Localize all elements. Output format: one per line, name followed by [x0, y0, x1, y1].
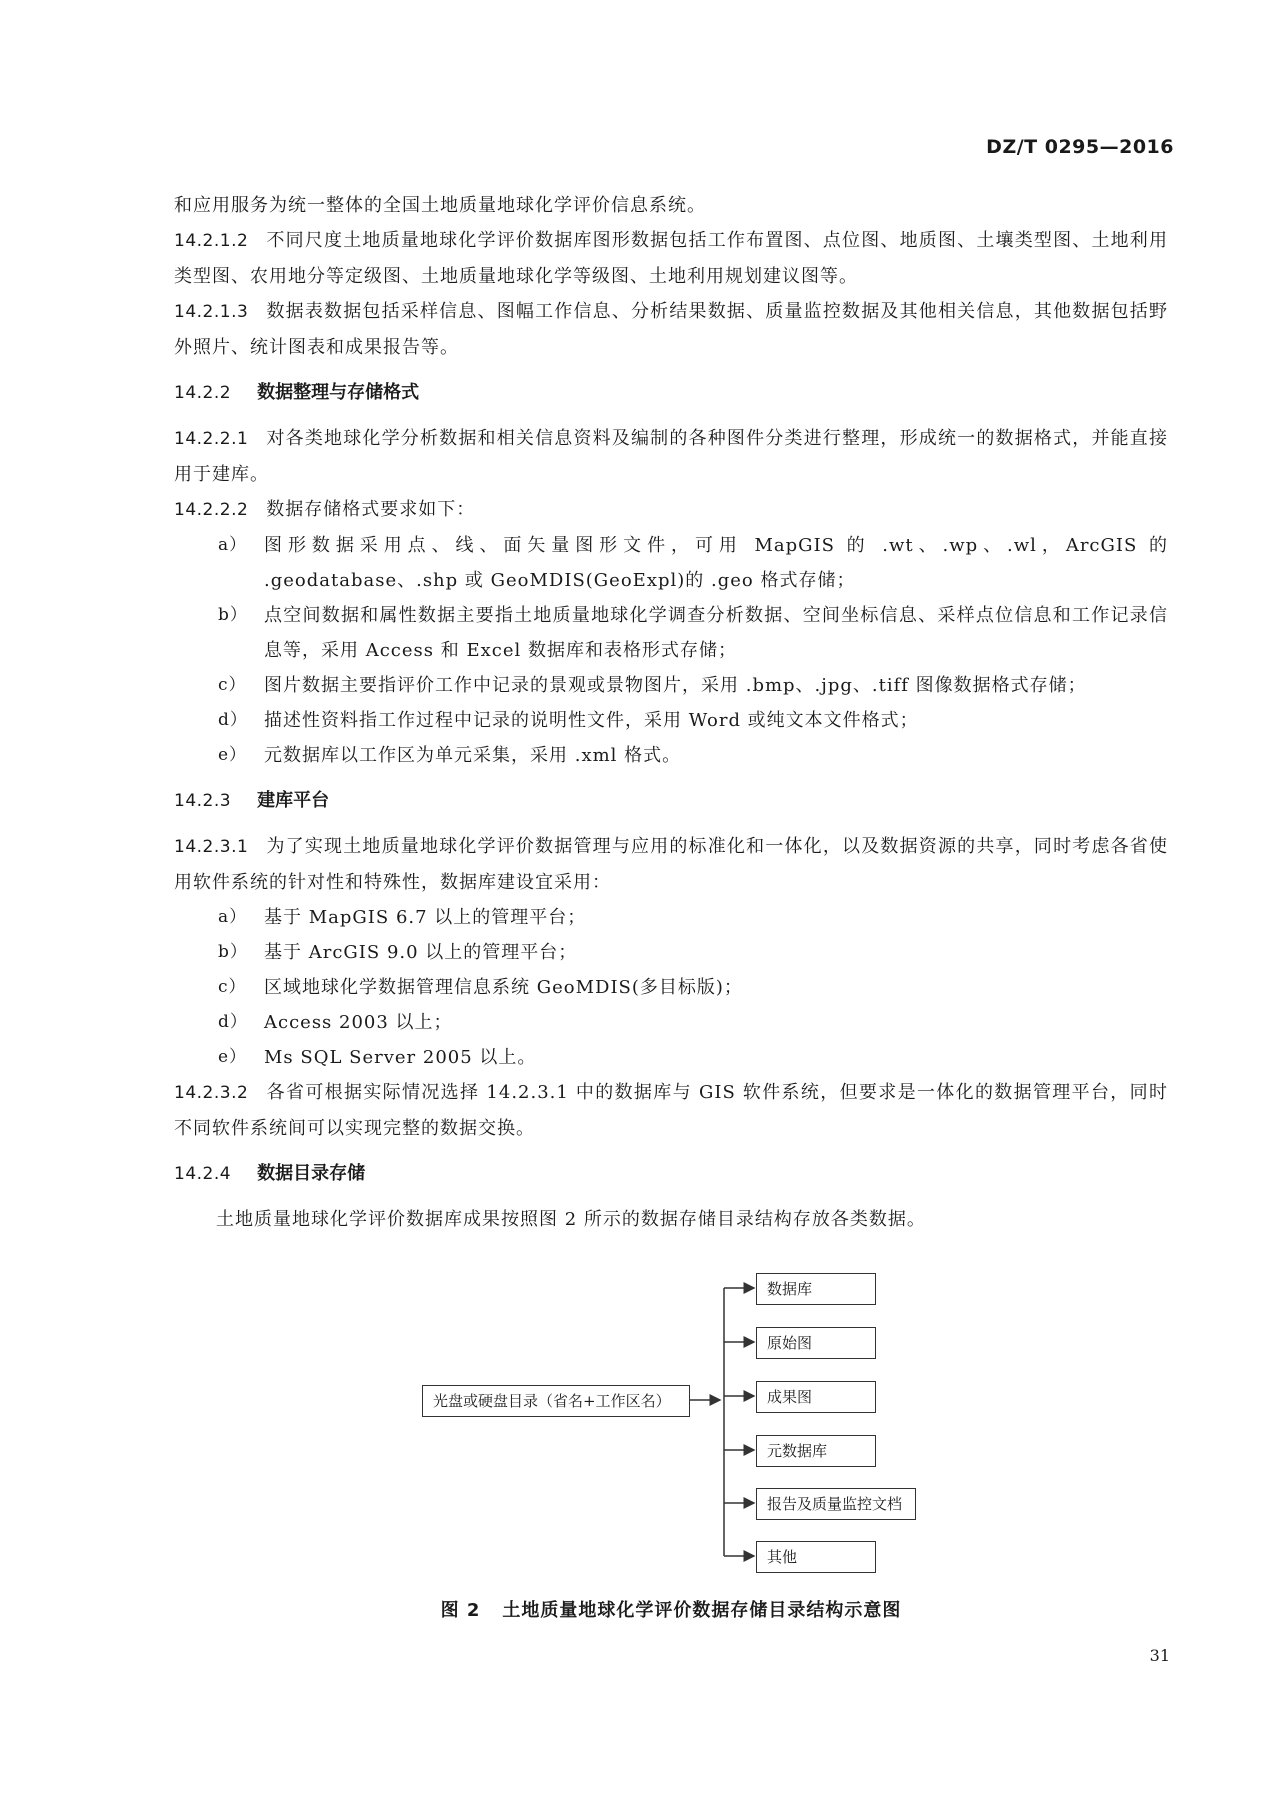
clause-14-2-1-3	[174, 294, 1168, 365]
list-item	[174, 1005, 1168, 1040]
clause-number: 14.2.2.2	[174, 500, 249, 520]
clause-text: 不同尺度土地质量地球化学评价数据库图形数据包括工作布置图、点位图、地质图、土壤类型图、土地利用类型图、农用地分等定级图、土地质量地球化学等级图、土地利用规划建议图等。	[174, 230, 1168, 287]
list-marker: b）	[218, 942, 248, 962]
list-item	[174, 935, 1168, 970]
clause-14-2-2-1	[174, 421, 1168, 492]
list-text: 图片数据主要指评价工作中记录的景观或景物图片，采用 .bmp、.jpg、.tiff 图像数据格式存储；	[264, 675, 1087, 696]
clause-14-2-3-1	[174, 829, 1168, 900]
list-text: 区域地球化学数据管理信息系统 GeoMDIS(多目标版)；	[264, 977, 743, 998]
list-item	[174, 970, 1168, 1005]
figure-title: 土地质量地球化学评价数据存储目录结构示意图	[502, 1600, 902, 1621]
clause-14-2-3-2	[174, 1075, 1168, 1146]
list-item	[174, 1040, 1168, 1075]
list-marker: e）	[218, 1047, 248, 1067]
list-text: 基于 ArcGIS 9.0 以上的管理平台；	[264, 942, 578, 963]
list-text: 基于 MapGIS 6.7 以上的管理平台；	[264, 907, 587, 928]
section-number: 14.2.4	[174, 1164, 232, 1184]
clause-number: 14.2.3.2	[174, 1083, 249, 1103]
list-text: 图形数据采用点、线、面矢量图形文件，可用 MapGIS 的 .wt、.wp、.wl，ArcGIS 的 .geodatabase、.shp 或 GeoMDIS(GeoExpl)的 .geo 格式存储；	[264, 535, 1168, 591]
section-heading-14-2-2	[174, 375, 1168, 411]
clause-text: 对各类地球化学分析数据和相关信息资料及编制的各种图件分类进行整理，形成统一的数据格式，并能直接用于建库。	[174, 428, 1168, 485]
list-item	[174, 703, 1168, 738]
paragraph-continuation: 和应用服务为统一整体的全国土地质量地球化学评价信息系统。	[174, 195, 706, 216]
child-node: 报告及质量监控文档	[756, 1488, 916, 1520]
list-item	[174, 598, 1168, 668]
section-heading-14-2-4	[174, 1156, 1168, 1192]
child-node: 元数据库	[756, 1435, 876, 1467]
list-marker: a）	[218, 535, 248, 555]
list-marker: e）	[218, 745, 248, 765]
paragraph-14-2-4: 土地质量地球化学评价数据库成果按照图 2 所示的数据存储目录结构存放各类数据。	[216, 1209, 926, 1230]
clause-number: 14.2.3.1	[174, 837, 249, 857]
clause-number: 14.2.1.2	[174, 231, 249, 251]
clause-text: 各省可根据实际情况选择 14.2.3.1 中的数据库与 GIS 软件系统，但要求是一体化的数据管理平台，同时不同软件系统间可以实现完整的数据交换。	[174, 1082, 1168, 1139]
clause-14-2-2-2	[174, 492, 1168, 528]
clause-text: 数据存储格式要求如下：	[266, 499, 476, 520]
figure-caption	[174, 1596, 1168, 1622]
list-text: Access 2003 以上；	[264, 1012, 453, 1033]
list-text: 点空间数据和属性数据主要指土地质量地球化学调查分析数据、空间坐标信息、采样点位信息和工作记录信息等，采用 Access 和 Excel 数据库和表格形式存储；	[264, 605, 1168, 661]
clause-number: 14.2.1.3	[174, 302, 249, 322]
list-marker: c）	[218, 675, 247, 695]
list-marker: d）	[218, 710, 248, 730]
list-marker: d）	[218, 1012, 248, 1032]
section-title: 数据整理与存储格式	[257, 382, 420, 403]
clause-text: 为了实现土地质量地球化学评价数据管理与应用的标准化和一体化，以及数据资源的共享，同时考虑各省使用软件系统的针对性和特殊性，数据库建设宜采用：	[174, 836, 1168, 893]
section-title: 建库平台	[257, 790, 330, 811]
list-text: Ms SQL Server 2005 以上。	[264, 1047, 537, 1068]
list-item	[174, 528, 1168, 598]
section-number: 14.2.2	[174, 383, 232, 403]
root-node: 光盘或硬盘目录（省名+工作区名）	[422, 1385, 690, 1417]
clause-text: 数据表数据包括采样信息、图幅工作信息、分析结果数据、质量监控数据及其他相关信息，其他数据包括野外照片、统计图表和成果报告等。	[174, 301, 1168, 358]
document-body	[174, 188, 1168, 1237]
list-marker: a）	[218, 907, 248, 927]
list-item	[174, 900, 1168, 935]
list-marker: c）	[218, 977, 247, 997]
child-node: 原始图	[756, 1327, 876, 1359]
child-node: 其他	[756, 1541, 876, 1573]
list-text: 描述性资料指工作过程中记录的说明性文件，采用 Word 或纯文本文件格式；	[264, 710, 919, 731]
child-node: 数据库	[756, 1273, 876, 1305]
page-number: 31	[1149, 1646, 1170, 1665]
list-marker: b）	[218, 605, 248, 625]
list-item	[174, 738, 1168, 773]
list-item	[174, 668, 1168, 703]
section-title: 数据目录存储	[257, 1163, 366, 1184]
list-text: 元数据库以工作区为单元采集，采用 .xml 格式。	[264, 745, 682, 766]
child-node: 成果图	[756, 1381, 876, 1413]
clause-number: 14.2.2.1	[174, 429, 249, 449]
figure-number: 图 2	[440, 1600, 481, 1621]
section-number: 14.2.3	[174, 791, 232, 811]
section-heading-14-2-3	[174, 783, 1168, 819]
clause-14-2-1-2	[174, 223, 1168, 294]
standard-code: DZ/T 0295—2016	[986, 136, 1174, 158]
